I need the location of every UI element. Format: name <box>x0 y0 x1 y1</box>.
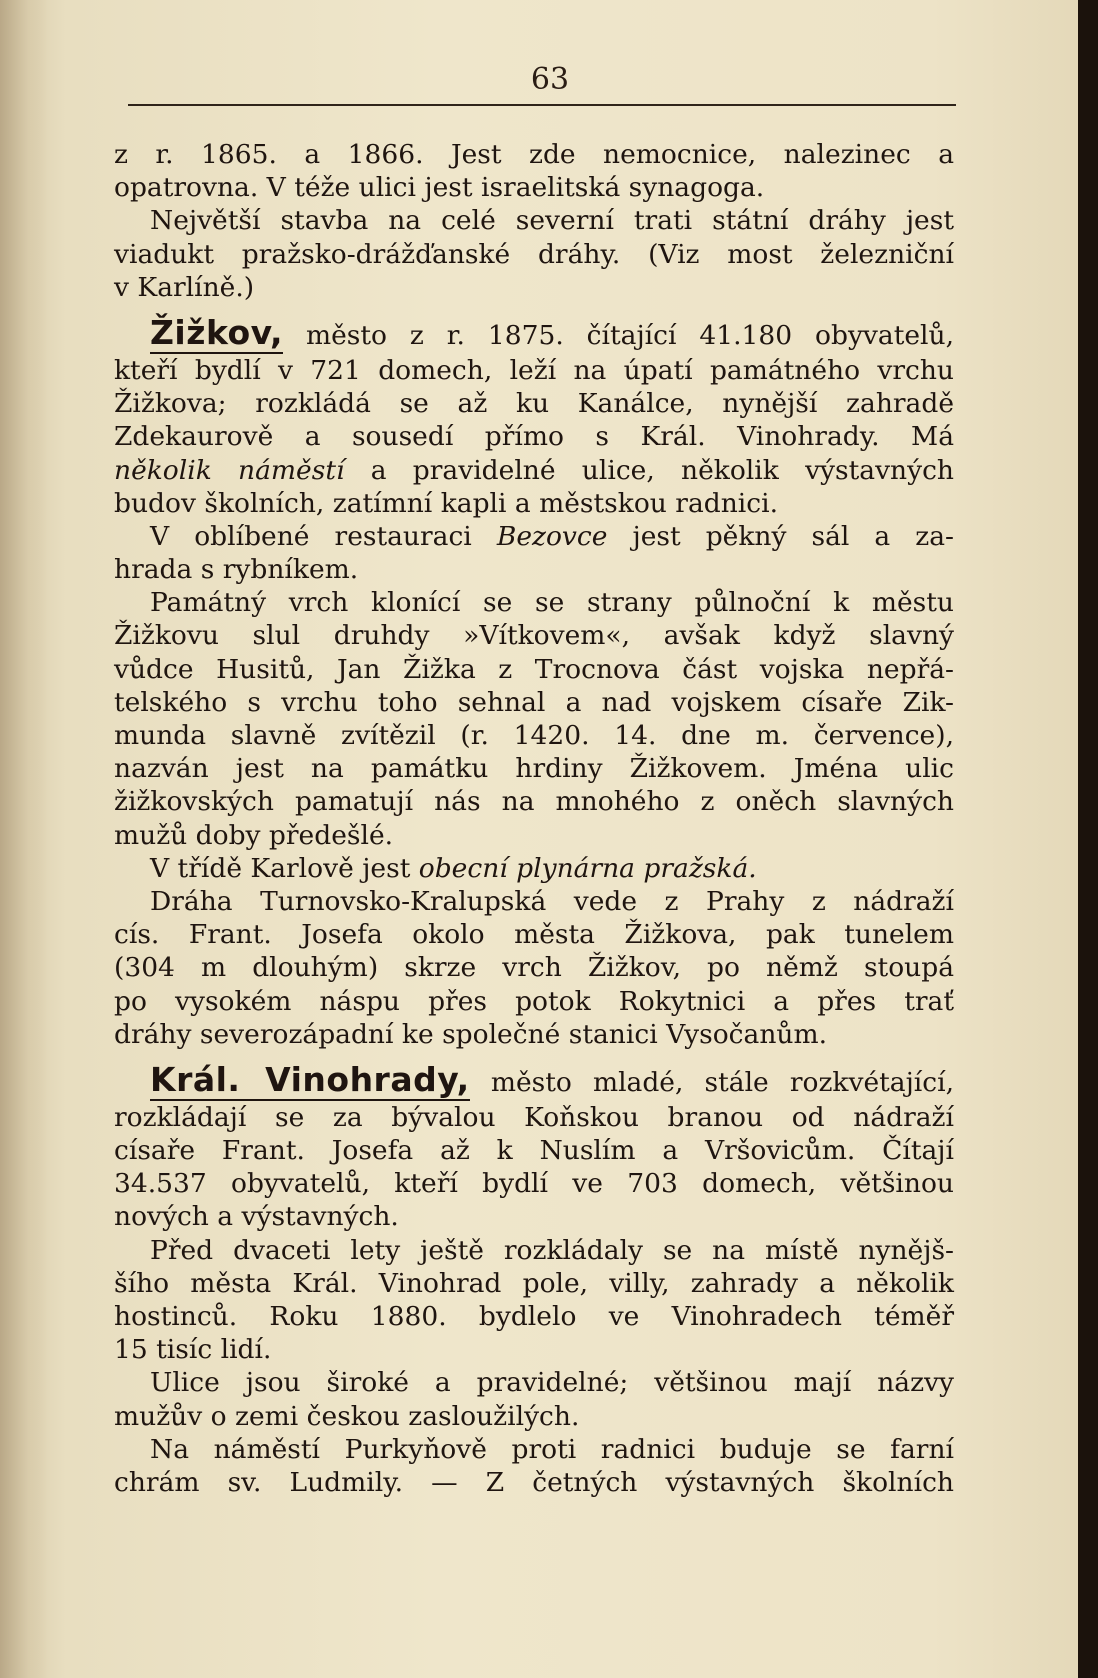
text-line: V oblíbené restauraci Bezovce jest pěkný sál a za- <box>150 520 955 552</box>
entry-line-vinohrady: Král. Vinohrady, město mladé, stále rozkvétající, <box>150 1059 955 1099</box>
text-line: cís. Frant. Josefa okolo města Žižkova, pak tunelem <box>114 919 954 951</box>
text-line: kteří bydlí v 721 domech, leží na úpatí památného vrchu <box>114 354 954 386</box>
page-edge <box>1078 0 1098 1678</box>
text-line: v Karlíně.) <box>114 271 255 303</box>
text-line: hostinců. Roku 1880. bydlelo ve Vinohradech téměř <box>114 1301 954 1332</box>
text-line: Ulice jsou široké a pravidelné; většinou mají názvy <box>150 1367 954 1399</box>
entry-line-zizkov: Žižkov, město z r. 1875. čítající 41.180 obyvatelů, <box>150 312 954 352</box>
text-line: chrám sv. Ludmily. — Z četných výstavných školních <box>114 1466 954 1498</box>
text-line: několik náměstí a pravidelné ulice, několik výstavných <box>114 454 954 486</box>
body-text <box>114 138 954 1499</box>
text-line: Před dvaceti lety ještě rozkládaly se na místě nynějš- <box>150 1234 954 1266</box>
text-line: vůdce Husitů, Jan Žižka z Trocnova část vojska nepřá- <box>114 653 954 685</box>
text-line: V třídě Karlově jest obecní plynárna pražská. <box>150 852 757 884</box>
text-line: žižkovských pamatují nás na mnohého z oněch slavných <box>114 786 954 818</box>
text-line: dráhy severozápadní ke společné stanici Vysočanům. <box>114 1018 828 1050</box>
text-line: hrada s rybníkem. <box>114 554 359 586</box>
page-gutter <box>0 0 48 1678</box>
text-line: z r. 1865. a 1866. Jest zde nemocnice, nalezinec a <box>114 139 954 170</box>
text-line: mužův o zemi českou zasloužilých. <box>114 1400 580 1432</box>
text-line: (304 m dlouhým) skrze vrch Žižkov, po němž stoupá <box>114 952 954 984</box>
text-line: Největší stavba na celé severní trati státní dráhy jest <box>150 205 954 237</box>
text-line: munda slavně zvítězil (r. 1420. 14. dne m. července), <box>114 720 954 751</box>
text-line: mužů doby předešlé. <box>114 819 394 851</box>
text-line: po vysokém náspu přes potok Rokytnici a přes trať <box>114 985 954 1017</box>
headword-zizkov: Žižkov, <box>150 312 284 352</box>
text-line: Dráha Turnovsko-Kralupská vede z Prahy z nádraží <box>150 885 954 917</box>
headword-vinohrady: Král. Vinohrady, <box>150 1059 470 1099</box>
page-number: 63 <box>530 62 570 97</box>
text-line: viadukt pražsko-drážďanské dráhy. (Viz most železniční <box>114 238 954 270</box>
text-line: Žižkova; rozkládá se až ku Kanálce, nynější zahradě <box>114 388 954 420</box>
text-line: opatrovna. V téže ulici jest israelitská synagoga. <box>114 172 765 204</box>
text-line: Žižkovu slul druhdy »Vítkovem«, avšak když slavný <box>114 620 954 652</box>
text-line: budov školních, zatímní kapli a městskou radnici. <box>114 487 779 519</box>
text-line: nových a výstavných. <box>114 1201 399 1233</box>
text-line: telského s vrchu toho sehnal a nad vojskem císaře Zik- <box>114 686 954 718</box>
header-rule <box>128 104 956 106</box>
text-line: 34.537 obyvatelů, kteří bydlí ve 703 domech, většinou <box>114 1168 954 1200</box>
text-line: Na náměstí Purkyňově proti radnici buduje se farní <box>150 1433 954 1465</box>
text-line: šího města Král. Vinohrad pole, villy, zahrady a několik <box>114 1267 954 1299</box>
text-line: Zdekaurově a sousedí přímo s Král. Vinohrady. Má <box>114 421 954 453</box>
text-line: rozkládají se za bývalou Koňskou branou od nádraží <box>114 1101 954 1133</box>
text-line: 15 tisíc lidí. <box>114 1334 272 1366</box>
text-line: nazván jest na památku hrdiny Žižkovem. Jména ulic <box>114 753 954 785</box>
text-line: Památný vrch klonící se se strany půlnoční k městu <box>150 587 954 619</box>
text-line: císaře Frant. Josefa až k Nuslím a Vršovicům. Čítají <box>114 1135 954 1167</box>
